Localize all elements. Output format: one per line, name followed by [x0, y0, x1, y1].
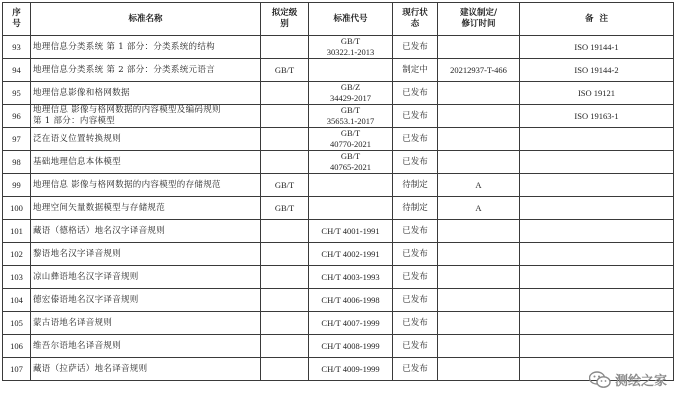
table-row — [3, 197, 674, 220]
row-time — [438, 105, 520, 128]
row-name: 黎语地名汉字译音规则 — [31, 243, 261, 266]
row-code: GB/T 30322.1-2013 — [309, 36, 393, 59]
row-name: 地理信息 影像与格网数据的内容模型及编码规则 第 1 部分：内容模型 — [31, 105, 261, 128]
table-row — [3, 36, 674, 59]
row-time — [438, 220, 520, 243]
header-name: 标准名称 — [31, 3, 261, 36]
row-note: ISO 19163-1 — [520, 105, 674, 128]
table-row — [3, 128, 674, 151]
row-code: CH/T 4006-1998 — [309, 289, 393, 312]
row-time — [438, 312, 520, 335]
row-level — [261, 312, 309, 335]
row-time — [438, 289, 520, 312]
wechat-icon — [589, 371, 611, 389]
row-code: GB/T 40765-2021 — [309, 151, 393, 174]
row-level — [261, 220, 309, 243]
row-status: 已发布 — [393, 82, 438, 105]
row-seq: 104 — [3, 289, 31, 312]
row-level: GB/T — [261, 197, 309, 220]
row-code — [309, 197, 393, 220]
row-time — [438, 266, 520, 289]
row-note — [520, 220, 674, 243]
row-status: 已发布 — [393, 243, 438, 266]
row-status: 已发布 — [393, 312, 438, 335]
row-time: 20212937-T-466 — [438, 59, 520, 82]
standards-table — [2, 2, 674, 381]
row-note — [520, 174, 674, 197]
table-row — [3, 220, 674, 243]
header-note: 备 注 — [520, 3, 674, 36]
row-code: CH/T 4008-1999 — [309, 335, 393, 358]
row-level: GB/T — [261, 59, 309, 82]
header-level: 拟定级 别 — [261, 3, 309, 36]
row-name: 蒙古语地名译音规则 — [31, 312, 261, 335]
row-note — [520, 266, 674, 289]
row-status: 已发布 — [393, 266, 438, 289]
row-level — [261, 243, 309, 266]
row-note: ISO 19144-2 — [520, 59, 674, 82]
row-time: A — [438, 174, 520, 197]
row-status: 已发布 — [393, 358, 438, 381]
row-name: 德宏傣语地名汉字译音规则 — [31, 289, 261, 312]
table-row — [3, 312, 674, 335]
row-code: CH/T 4009-1999 — [309, 358, 393, 381]
row-code: GB/Z 34429-2017 — [309, 82, 393, 105]
row-level — [261, 151, 309, 174]
header-time: 建议制定/ 修订时间 — [438, 3, 520, 36]
row-level — [261, 266, 309, 289]
row-code: CH/T 4001-1991 — [309, 220, 393, 243]
row-level — [261, 335, 309, 358]
row-code — [309, 174, 393, 197]
row-status: 已发布 — [393, 128, 438, 151]
row-seq: 105 — [3, 312, 31, 335]
row-code — [309, 59, 393, 82]
row-note: ISO 19144-1 — [520, 36, 674, 59]
row-seq: 99 — [3, 174, 31, 197]
row-name: 地理信息分类系统 第 1 部分：分类系统的结构 — [31, 36, 261, 59]
row-status: 待制定 — [393, 197, 438, 220]
row-time — [438, 243, 520, 266]
row-name: 地理信息分类系统 第 2 部分：分类系统元语言 — [31, 59, 261, 82]
row-level — [261, 358, 309, 381]
table-row — [3, 59, 674, 82]
row-level — [261, 289, 309, 312]
row-status: 已发布 — [393, 289, 438, 312]
row-status: 已发布 — [393, 151, 438, 174]
table-row — [3, 82, 674, 105]
row-seq: 102 — [3, 243, 31, 266]
header-code: 标准代号 — [309, 3, 393, 36]
row-level — [261, 82, 309, 105]
row-time — [438, 36, 520, 59]
table-row — [3, 174, 674, 197]
row-name: 凉山彝语地名汉字译音规则 — [31, 266, 261, 289]
row-seq: 95 — [3, 82, 31, 105]
row-seq: 96 — [3, 105, 31, 128]
row-seq: 106 — [3, 335, 31, 358]
row-name: 地理空间矢量数据模型与存储规范 — [31, 197, 261, 220]
row-note — [520, 128, 674, 151]
row-time — [438, 128, 520, 151]
row-note: ISO 19121 — [520, 82, 674, 105]
row-note — [520, 151, 674, 174]
row-name: 地理信息影像和格网数据 — [31, 82, 261, 105]
row-level — [261, 128, 309, 151]
table-row — [3, 151, 674, 174]
row-name: 地理信息 影像与格网数据的内容模型的存储规范 — [31, 174, 261, 197]
header-status: 现行状 态 — [393, 3, 438, 36]
row-note — [520, 289, 674, 312]
table-header-row — [3, 3, 674, 36]
row-name: 藏语（拉萨话）地名译音规则 — [31, 358, 261, 381]
row-time — [438, 82, 520, 105]
row-note — [520, 312, 674, 335]
row-seq: 93 — [3, 36, 31, 59]
table-row — [3, 289, 674, 312]
row-code: GB/T 35653.1-2017 — [309, 105, 393, 128]
row-seq: 100 — [3, 197, 31, 220]
row-status: 待制定 — [393, 174, 438, 197]
row-note — [520, 243, 674, 266]
row-status: 已发布 — [393, 335, 438, 358]
row-code: CH/T 4007-1999 — [309, 312, 393, 335]
row-note — [520, 197, 674, 220]
row-level — [261, 36, 309, 59]
row-seq: 98 — [3, 151, 31, 174]
row-code: CH/T 4002-1991 — [309, 243, 393, 266]
row-code: GB/T 40770-2021 — [309, 128, 393, 151]
row-time — [438, 335, 520, 358]
watermark-text: 测绘之家 — [614, 374, 667, 389]
table-row — [3, 266, 674, 289]
row-time — [438, 358, 520, 381]
table-row — [3, 243, 674, 266]
row-time: A — [438, 197, 520, 220]
row-seq: 107 — [3, 358, 31, 381]
row-level: GB/T — [261, 174, 309, 197]
row-status: 已发布 — [393, 36, 438, 59]
row-note — [520, 335, 674, 358]
row-status: 已发布 — [393, 220, 438, 243]
table-row — [3, 335, 674, 358]
table-row — [3, 358, 674, 381]
row-seq: 101 — [3, 220, 31, 243]
row-time — [438, 151, 520, 174]
table-row — [3, 105, 674, 128]
row-seq: 97 — [3, 128, 31, 151]
row-status: 已发布 — [393, 105, 438, 128]
row-level — [261, 105, 309, 128]
watermark — [589, 370, 667, 389]
row-name: 基础地理信息本体模型 — [31, 151, 261, 174]
header-seq: 序 号 — [3, 3, 31, 36]
table-body — [3, 36, 674, 381]
row-name: 维吾尔语地名译音规则 — [31, 335, 261, 358]
row-name: 藏语（德格话）地名汉字译音规则 — [31, 220, 261, 243]
row-name: 泛在语义位置转换规则 — [31, 128, 261, 151]
row-seq: 94 — [3, 59, 31, 82]
row-status: 制定中 — [393, 59, 438, 82]
row-seq: 103 — [3, 266, 31, 289]
row-code: CH/T 4003-1993 — [309, 266, 393, 289]
